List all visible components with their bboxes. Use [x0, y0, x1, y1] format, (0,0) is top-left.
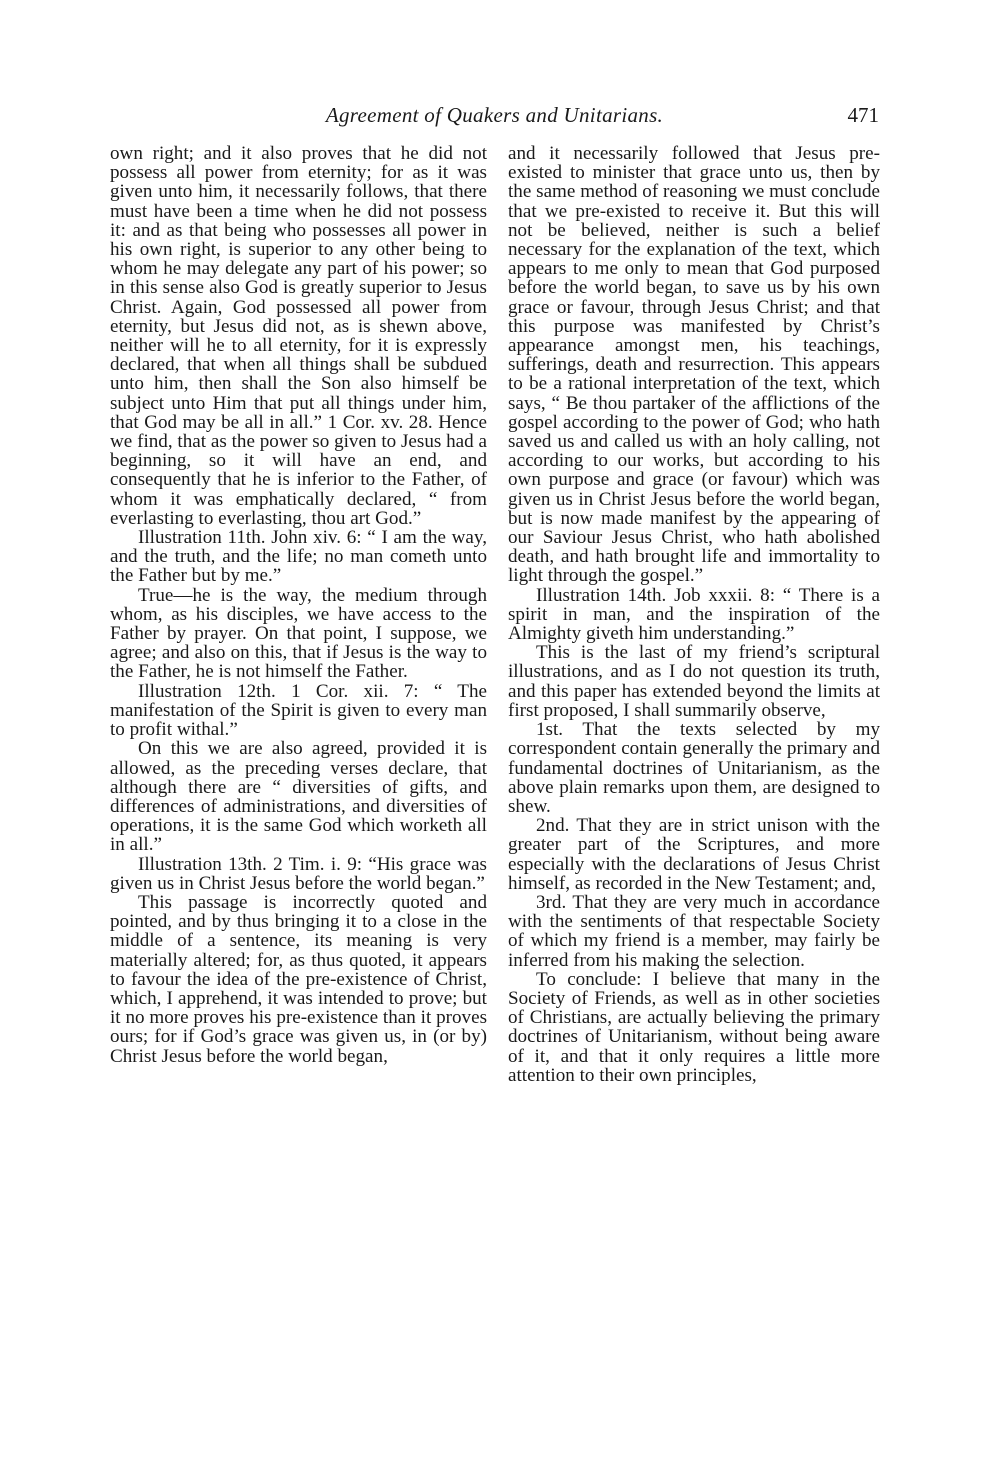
running-title: Agreement of Quakers and Unitarians. [325, 103, 664, 127]
paragraph: own right; and it also proves that he did not possess all power from eternity; for as it was given unto him, it necessarily follows, that there must have been a time when he did not possess it: and as that being who possesses all power in his own right, is superior to any other being to whom he may delegate any part of his power; so in this sense also God is greatly superior to Jesus Christ. Again, God possessed all power from eternity, but Jesus did not, as is shewn above, neither will he to all eternity, for it is expressly declared, that when all things shall be subdued unto him, then shall the Son also himself be subject unto Him that put all things under him, that God may be all in all.” 1 Cor. xv. 28. Hence we find, that as the power so given to Jesus had a beginning, so it will have an end, and consequently that he is inferior to the Father, of whom it was emphatically declared, “ from everlasting to everlasting, thou art God.” [110, 143, 487, 529]
paragraph: 3rd. That they are very much in accordance with the sentiments of that respectable Society of which my friend is a member, may fairly be inferred from his making the selection. [508, 891, 880, 971]
paragraph: 1st. That the texts selected by my correspondent contain generally the primary and fundamental doctrines of Unitarianism, as the above plain remarks upon them, are designed to shew. [508, 719, 880, 817]
page-header [110, 103, 879, 133]
paragraph: 2nd. That they are in strict unison with the greater part of the Scriptures, and more especially with the declarations of Jesus Christ himself, as recorded in the New Testament; and, [508, 815, 880, 894]
paragraph: This passage is incorrectly quoted and pointed, and by thus bringing it to a close in the middle of a sentence, its meaning is very materially altered; for, as thus quoted, it appears to favour the idea of the pre-existence of Christ, which, I apprehend, it was intended to prove; but it no more proves his pre-existence than it proves ours; for if God’s grace was given us, in (or by) Christ Jesus before the world began, [110, 891, 487, 1067]
paragraph: On this we are also agreed, provided it is allowed, as the preceding verses declare, that although there are “ diversities of gifts, and differences of administrations, and diversities of operations, it is the same God which worketh all in all.” [110, 738, 487, 856]
page-number: 471 [847, 103, 879, 127]
paragraph: This is the last of my friend’s scriptural illustrations, and as I do not question its truth, and this paper has extended beyond the limits at first proposed, I shall summarily observe, [508, 642, 880, 721]
right-column [508, 144, 880, 1085]
paragraph: To conclude: I believe that many in the Society of Friends, as well as in other societies of Christians, are actually believing the primary doctrines of Unitarianism, without being aware of it, and that it only requires a little more attention to their own principles, [508, 968, 880, 1086]
left-column [110, 144, 487, 1066]
paragraph: Illustration 13th. 2 Tim. i. 9: “His grace was given us in Christ Jesus before the world began.” [110, 853, 487, 894]
paragraph: Illustration 12th. 1 Cor. xii. 7: “ The manifestation of the Spirit is given to every man to profit withal.” [110, 680, 487, 741]
paragraph: True—he is the way, the medium through whom, as his disciples, we have access to the Father by prayer. On that point, I suppose, we agree; and also on this, that if Jesus is the way to the Father, he is not himself the Father. [110, 584, 487, 683]
paragraph: Illustration 14th. Job xxxii. 8: “ There is a spirit in man, and the inspiration of the Almighty giveth him understanding.” [508, 584, 880, 645]
paragraph: and it necessarily followed that Jesus pre-existed to minister that grace unto us, then by the same method of reasoning we must conclude that we pre-existed to receive it. But this will not be believed, neither is such a belief necessary for the explanation of the text, which appears to me only to mean that God purposed before the world began, to save us by his own grace or favour, through Jesus Christ; and that this purpose was manifested by Christ’s appearance amongst men, his teachings, sufferings, death and resurrection. This appears to be a rational interpretation of the text, which says, “ Be thou partaker of the afflictions of the gospel according to the power of God; who hath saved us and called us with an holy calling, not according to our works, but according to his own purpose and grace (or favour) which was given us in Christ Jesus before the world began, but is now made manifest by the appearing of our Saviour Jesus Christ, who hath abolished death, and hath brought life and immortality to light through the gospel.” [508, 143, 880, 587]
paragraph: Illustration 11th. John xiv. 6: “ I am the way, and the truth, and the life; no man cometh unto the Father but by me.” [110, 527, 487, 587]
